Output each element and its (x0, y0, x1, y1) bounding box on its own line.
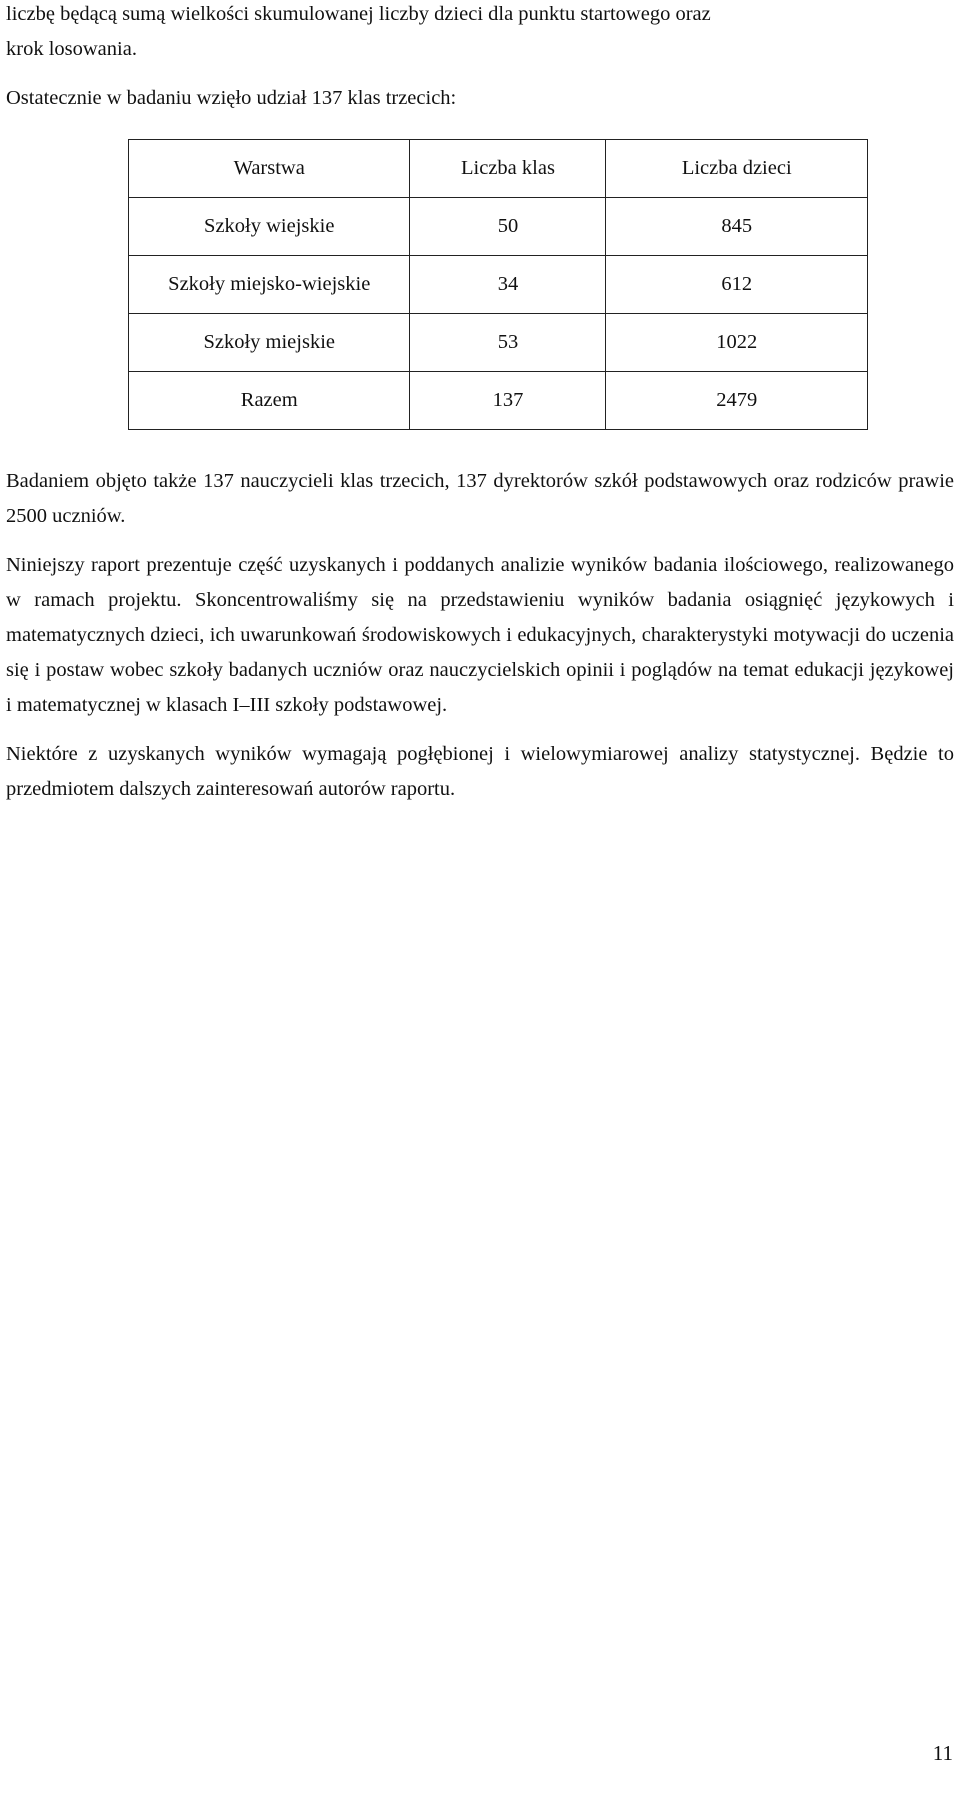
intro-paragraph (6, 0, 954, 67)
table-total-row (129, 372, 868, 430)
table-cell-liczba-klas: 53 (410, 314, 606, 372)
table-header-row (129, 140, 868, 198)
intro-line-2: krok losowania. (6, 38, 137, 60)
document-page (6, 0, 954, 807)
table-cell-warstwa: Razem (129, 372, 410, 430)
page-number: 11 (932, 1741, 953, 1765)
table-cell-liczba-dzieci: 1022 (606, 314, 868, 372)
table-lead-paragraph: Ostatecznie w badaniu wzięło udział 137 klas trzecich: (6, 87, 457, 109)
table-cell-liczba-klas: 50 (410, 198, 606, 256)
table-cell-warstwa: Szkoły miejskie (129, 314, 410, 372)
table-cell-warstwa: Szkoły miejsko-wiejskie (129, 256, 410, 314)
table-row (129, 198, 868, 256)
table-cell-warstwa: Szkoły wiejskie (129, 198, 410, 256)
intro-line-1: liczbę będącą sumą wielkości skumulowanej liczby dzieci dla punktu startowego oraz (6, 3, 711, 25)
header-liczba-dzieci: Liczba dzieci (606, 140, 868, 198)
table-cell-liczba-dzieci: 2479 (606, 372, 868, 430)
table-cell-liczba-klas: 34 (410, 256, 606, 314)
table-row (129, 314, 868, 372)
table-cell-liczba-dzieci: 845 (606, 198, 868, 256)
table-cell-liczba-klas: 137 (410, 372, 606, 430)
classes-table (128, 139, 868, 430)
table-cell-liczba-dzieci: 612 (606, 256, 868, 314)
further-analysis-paragraph: Niektóre z uzyskanych wyników wymagają pogłębionej i wielowymiarowej analizy statystycznej. Będzie to przedmiotem dalszych zainteresowań autorów raportu. (6, 743, 954, 800)
participants-paragraph: Badaniem objęto także 137 nauczycieli klas trzecich, 137 dyrektorów szkół podstawowych oraz rodziców prawie 2500 uczniów. (6, 470, 954, 527)
header-liczba-klas: Liczba klas (410, 140, 606, 198)
report-scope-paragraph: Niniejszy raport prezentuje część uzyskanych i poddanych analizie wyników badania ilościowego, realizowanego w ramach projektu. Skoncentrowaliśmy się na przedstawieniu wyników badania osiągnięć językowych i matematycznych dzieci, ich uwarunkowań środowiskowych i edukacyjnych, charakterystyki motywacji do uczenia się i postaw wobec szkoły badanych uczniów oraz nauczycielskich opinii i poglądów na temat edukacji językowej i matematycznej w klasach I–III szkoły podstawowej. (6, 554, 954, 716)
table-row (129, 256, 868, 314)
header-warstwa: Warstwa (129, 140, 410, 198)
